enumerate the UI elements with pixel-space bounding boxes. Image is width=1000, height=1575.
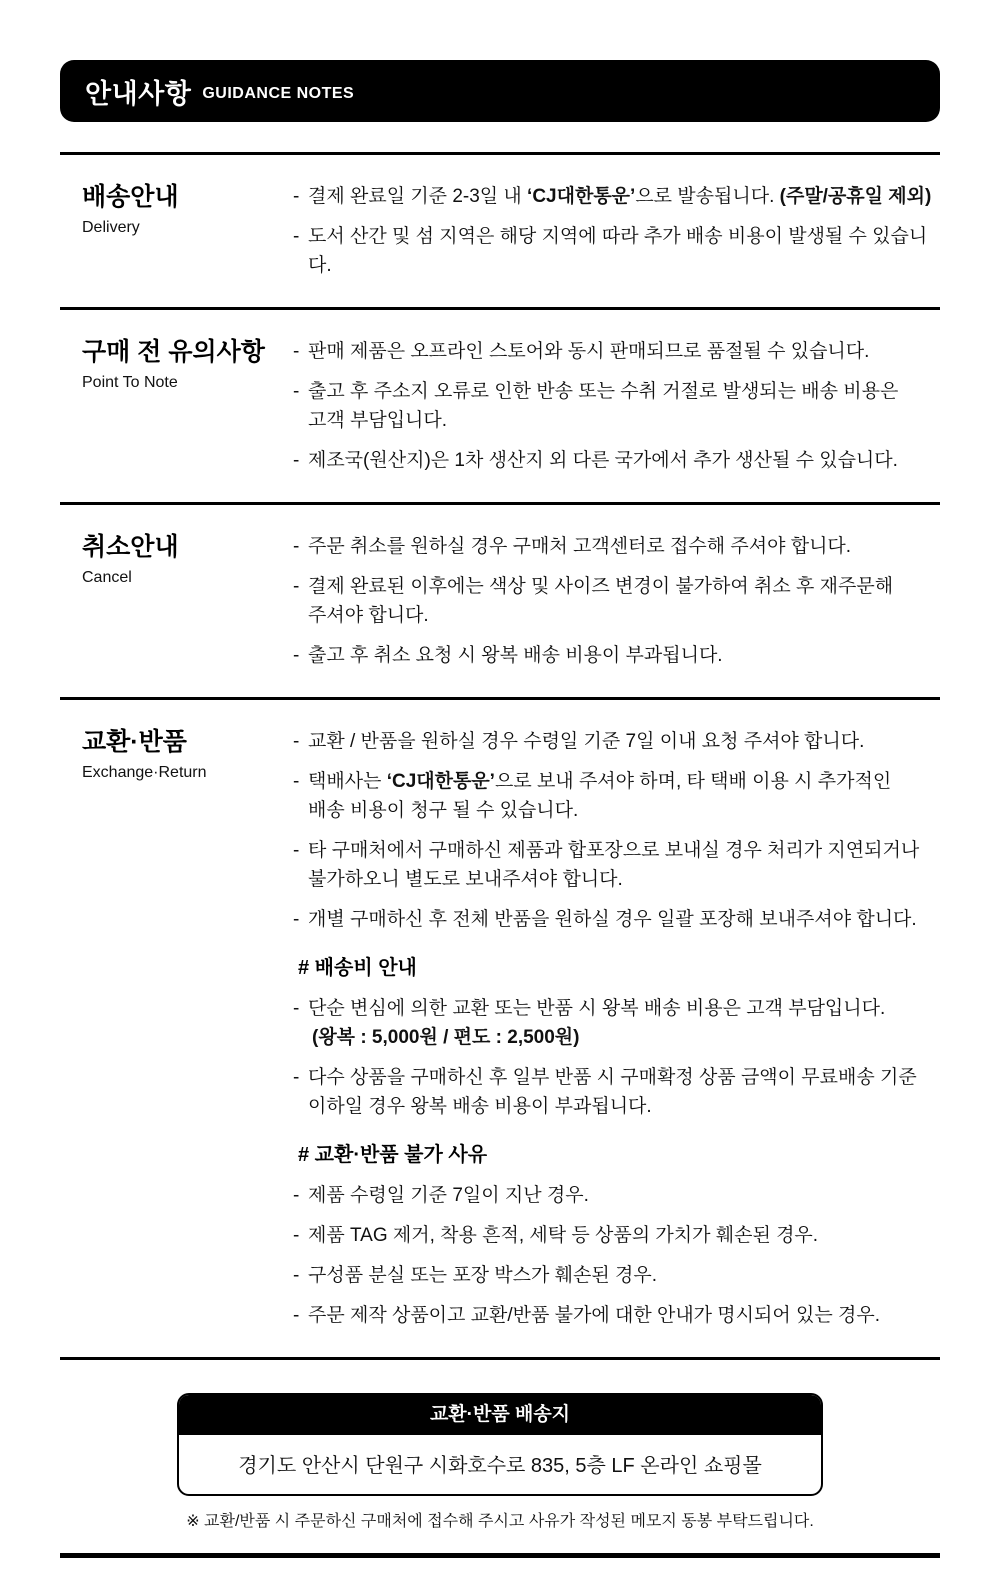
bullet-dash: -	[293, 1265, 300, 1286]
bullet-item	[293, 446, 940, 475]
bullet-text	[308, 377, 940, 435]
bullet-line	[308, 641, 940, 670]
bullet-line	[308, 836, 940, 865]
bullet-dash: -	[293, 450, 300, 471]
bullet-line	[308, 1261, 940, 1290]
bullet-line	[308, 1092, 940, 1121]
bullet-item	[293, 1301, 940, 1330]
text-segment: 으로 발송됩니다.	[635, 186, 780, 207]
bullet-item	[293, 836, 940, 894]
text-segment: 제조국(원산지)은 1차 생산지 외 다른 국가에서 추가 생산될 수 있습니다.	[308, 450, 898, 471]
bullet-item	[293, 377, 940, 435]
section-title: 취소안내	[82, 533, 179, 561]
bullet-dash: -	[293, 341, 300, 362]
bullet-line	[308, 337, 940, 366]
text-segment: 타 구매처에서 구매하신 제품과 합포장으로 보내실 경우 처리가 지연되거나	[308, 840, 920, 861]
bullet-line	[308, 1301, 940, 1330]
text-segment-bold: ‘CJ대한통운’	[527, 186, 636, 207]
text-segment: 구성품 분실 또는 포장 박스가 훼손된 경우.	[308, 1265, 657, 1286]
bullet-item	[293, 1261, 940, 1290]
page-subtitle: GUIDANCE NOTES	[202, 85, 355, 102]
bullet-dash: -	[293, 909, 300, 930]
bullet-text	[308, 1221, 940, 1250]
bullet-item	[293, 532, 940, 561]
bullet-dash: -	[293, 1067, 300, 1088]
bullet-line	[308, 446, 940, 475]
subsection-heading: # 교환·반품 불가 사유	[298, 1144, 488, 1166]
bullet-text	[308, 1301, 940, 1330]
subsection-shipping-fee	[293, 954, 940, 1121]
bullet-item	[293, 1063, 940, 1121]
bullet-line	[308, 377, 940, 406]
text-segment: 결제 완료된 이후에는 색상 및 사이즈 변경이 불가하여 취소 후 재주문해	[308, 576, 894, 597]
text-segment: 도서 산간 및 섬 지역은 해당 지역에 따라 추가 배송 비용이 발생될 수 있습니다.	[308, 226, 928, 276]
bullet-text	[308, 905, 940, 934]
text-segment: 출고 후 주소지 오류로 인한 반송 또는 수취 거절로 발생되는 배송 비용은	[308, 381, 899, 402]
section-heading-column	[60, 727, 293, 1330]
bullet-text	[308, 222, 940, 280]
bullet-text	[308, 1261, 940, 1290]
section-title: 배송안내	[82, 183, 179, 211]
subsection-heading: # 배송비 안내	[298, 957, 417, 979]
section-exchange-return	[60, 700, 940, 1357]
text-segment: 판매 제품은 오프라인 스토어와 동시 판매되므로 품절될 수 있습니다.	[308, 341, 870, 362]
section-cancel	[60, 505, 940, 697]
section-body	[293, 182, 940, 280]
bullet-item	[293, 572, 940, 630]
text-segment: 으로 보내 주셔야 하며, 타 택배 이용 시 추가적인	[494, 771, 892, 792]
text-segment: 이하일 경우 왕복 배송 비용이 부과됩니다.	[308, 1096, 652, 1117]
text-segment: 개별 구매하신 후 전체 반품을 원하실 경우 일괄 포장해 보내주셔야 합니다.	[308, 909, 917, 930]
bullet-text	[308, 572, 940, 630]
bullet-line	[308, 865, 940, 894]
text-segment: 주문 제작 상품이고 교환/반품 불가에 대한 안내가 명시되어 있는 경우.	[308, 1305, 880, 1326]
section-point-to-note	[60, 310, 940, 502]
bullet-dash: -	[293, 998, 300, 1019]
bullet-line	[308, 601, 940, 630]
bullet-text	[308, 182, 940, 211]
section-body	[293, 532, 940, 670]
bullet-item	[293, 641, 940, 670]
bullet-item	[293, 727, 940, 756]
bullet-dash: -	[293, 1305, 300, 1326]
divider	[60, 1357, 940, 1360]
bullet-text	[308, 767, 940, 825]
return-address-box	[177, 1393, 823, 1496]
return-address-box-header: 교환·반품 배송지	[179, 1395, 821, 1435]
bullet-dash: -	[293, 536, 300, 557]
section-body	[293, 727, 940, 1330]
section-subtitle: Exchange·Return	[82, 764, 207, 781]
bullet-line	[308, 532, 940, 561]
bullet-line	[308, 767, 940, 796]
text-segment: 배송 비용이 청구 될 수 있습니다.	[308, 800, 579, 821]
text-segment-bold: ‘CJ대한통운’	[386, 771, 495, 792]
text-segment: 주셔야 합니다.	[308, 605, 429, 626]
section-body	[293, 337, 940, 475]
text-segment: 교환 / 반품을 원하실 경우 수령일 기준 7일 이내 요청 주셔야 합니다.	[308, 731, 865, 752]
bullet-line	[308, 796, 940, 825]
bullet-text	[308, 994, 940, 1052]
text-segment: 출고 후 취소 요청 시 왕복 배송 비용이 부과됩니다.	[308, 645, 723, 666]
bullet-line	[308, 1181, 940, 1210]
section-title: 교환·반품	[82, 728, 187, 756]
bullet-dash: -	[293, 840, 300, 861]
bullet-item	[293, 1181, 940, 1210]
bullet-dash: -	[293, 731, 300, 752]
return-address: 경기도 안산시 단원구 시화호수로 835, 5층 LF 온라인 쇼핑몰	[238, 1455, 762, 1477]
bullet-item	[293, 905, 940, 934]
bullet-line	[308, 1023, 940, 1052]
bullet-line	[308, 1063, 940, 1092]
bullet-item	[293, 1221, 940, 1250]
text-segment: 다수 상품을 구매하신 후 일부 반품 시 구매확정 상품 금액이 무료배송 기준	[308, 1067, 917, 1088]
text-segment: 결제 완료일 기준 2-3일 내	[308, 186, 528, 207]
bullet-text	[308, 836, 940, 894]
subsection-no-exchange-reasons	[293, 1141, 940, 1330]
bullet-dash: -	[293, 771, 300, 792]
bullet-text	[308, 446, 940, 475]
bullet-item	[293, 222, 940, 280]
bullet-text	[308, 1181, 940, 1210]
text-segment: 제품 수령일 기준 7일이 지난 경우.	[308, 1185, 589, 1206]
bullet-item	[293, 182, 940, 211]
bullet-line	[308, 182, 940, 211]
bullet-line	[308, 222, 940, 280]
text-segment-bold: (주말/공휴일 제외)	[779, 186, 932, 207]
return-footnote: ※ 교환/반품 시 주문하신 구매처에 접수해 주시고 사유가 작성된 메모지 동봉 부탁드립니다.	[186, 1513, 814, 1530]
bullet-text	[308, 1063, 940, 1121]
section-heading-column	[60, 182, 293, 280]
page-title: 안내사항	[85, 78, 192, 109]
section-subtitle: Delivery	[82, 219, 140, 236]
bullet-line	[308, 905, 940, 934]
text-segment: 주문 취소를 원하실 경우 구매처 고객센터로 접수해 주셔야 합니다.	[308, 536, 852, 557]
bullet-line	[308, 994, 940, 1023]
bullet-text	[308, 727, 940, 756]
bullet-dash: -	[293, 186, 300, 207]
bullet-line	[308, 727, 940, 756]
bullet-dash: -	[293, 1225, 300, 1246]
bullet-item	[293, 337, 940, 366]
text-segment: 제품 TAG 제거, 착용 흔적, 세탁 등 상품의 가치가 훼손된 경우.	[308, 1225, 819, 1246]
bullet-item	[293, 994, 940, 1052]
text-segment: 택배사는	[308, 771, 387, 792]
bullet-text	[308, 641, 940, 670]
bottom-divider	[60, 1553, 940, 1558]
bullet-line	[308, 1221, 940, 1250]
bullet-dash: -	[293, 381, 300, 402]
section-heading-column	[60, 532, 293, 670]
bullet-dash: -	[293, 226, 300, 247]
bullet-text	[308, 337, 940, 366]
text-segment: 고객 부담입니다.	[308, 410, 448, 431]
text-segment: 단순 변심에 의한 교환 또는 반품 시 왕복 배송 비용은 고객 부담입니다.	[308, 998, 886, 1019]
text-segment: 불가하오니 별도로 보내주셔야 합니다.	[308, 869, 623, 890]
section-subtitle: Cancel	[82, 569, 132, 586]
bullet-line	[308, 572, 940, 601]
bullet-dash: -	[293, 1185, 300, 1206]
bullet-line	[308, 406, 940, 435]
section-header-banner	[60, 60, 940, 122]
bullet-text	[308, 532, 940, 561]
bullet-item	[293, 767, 940, 825]
section-delivery	[60, 155, 940, 307]
section-heading-column	[60, 337, 293, 475]
section-subtitle: Point To Note	[82, 374, 178, 391]
text-segment-bold: (왕복 : 5,000원 / 편도 : 2,500원)	[312, 1027, 580, 1048]
bullet-dash: -	[293, 645, 300, 666]
section-title: 구매 전 유의사항	[82, 338, 265, 366]
bullet-dash: -	[293, 576, 300, 597]
